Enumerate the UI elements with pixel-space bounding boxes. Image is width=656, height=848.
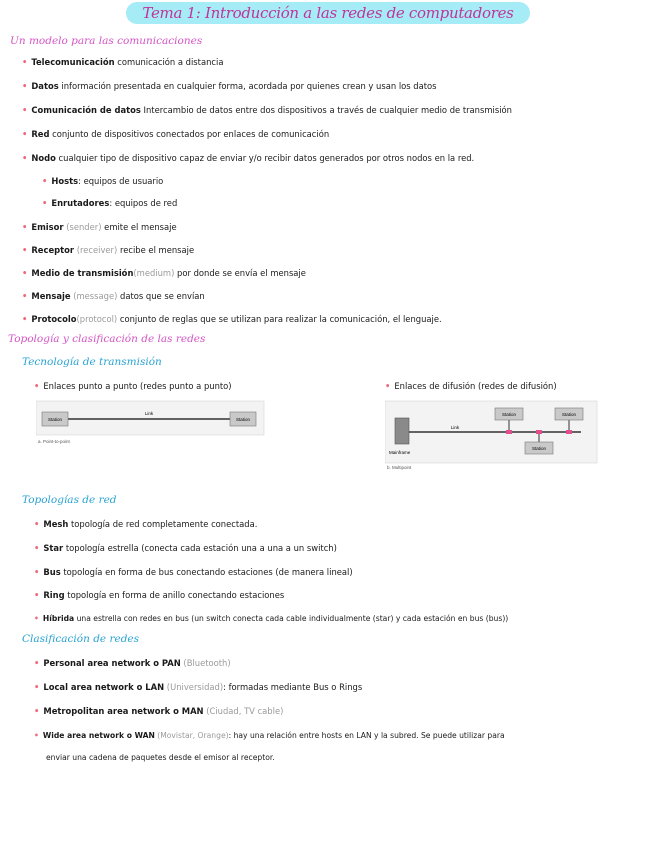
point-to-point-diagram [36, 400, 268, 446]
tap-marker [536, 430, 542, 434]
list-item: • Telecomunicación comunicación a distancia [22, 57, 224, 67]
list-item: • Emisor (sender) emite el mensaje [22, 222, 177, 232]
svg-text:Station: Station [47, 417, 63, 422]
svg-text:Station: Station [235, 417, 251, 422]
list-item: • Enlaces de difusión (redes de difusión) [385, 381, 557, 391]
svg-text:Mainframe: Mainframe [389, 450, 411, 455]
list-item: • Medio de transmisión(medium) por donde se envía el mensaje [22, 268, 306, 278]
sub-list-item: • Enrutadores: equipos de red [42, 198, 178, 208]
svg-text:Station: Station [561, 412, 577, 417]
list-item: • Wide area network o WAN (Movistar, Orange): hay una relación entre hosts en LAN y la subred. Se puede utilizar para [34, 731, 505, 740]
list-item: • Nodo cualquier tipo de dispositivo capaz de enviar y/o recibir datos generados por otros nodos en la red. [22, 153, 475, 163]
section-heading-net-topologies: Topologías de red [22, 494, 117, 506]
list-item: • Mensaje (message) datos que se envían [22, 291, 205, 301]
tap-marker [506, 430, 512, 434]
list-item: • Protocolo(protocol) conjunto de reglas que se utilizan para realizar la comunicación, el lenguaje. [22, 314, 442, 324]
continuation-text: enviar una cadena de paquetes desde el emisor al receptor. [46, 753, 275, 762]
list-item: • Local area network o LAN (Universidad): formadas mediante Bus o Rings [34, 682, 363, 692]
list-item: • Red conjunto de dispositivos conectados por enlaces de comunicación [22, 129, 330, 139]
section-heading-topology: Topología y clasificación de las redes [8, 333, 206, 345]
svg-text:Link: Link [450, 425, 460, 430]
list-item: • Datos información presentada en cualquier forma, acordada por quienes crean y usan los datos [22, 81, 437, 91]
section-heading-model: Un modelo para las comunicaciones [10, 35, 203, 47]
page-title: Tema 1: Introducción a las redes de computadores [126, 2, 529, 24]
list-item: • Personal area network o PAN (Bluetooth) [34, 658, 231, 668]
sub-list-item: • Hosts: equipos de usuario [42, 176, 164, 186]
list-item: • Metropolitan area network o MAN (Ciudad, TV cable) [34, 706, 284, 716]
list-item: • Receptor (receiver) recibe el mensaje [22, 245, 195, 255]
subheading-transmission: Tecnología de transmisión [22, 356, 162, 368]
mainframe-icon [395, 418, 409, 444]
svg-text:Station: Station [531, 446, 547, 451]
svg-text:a. Point-to-point: a. Point-to-point [38, 439, 70, 444]
list-item: • Enlaces punto a punto (redes punto a punto) [34, 381, 232, 391]
svg-text:Link: Link [144, 411, 154, 416]
multipoint-diagram [385, 400, 601, 472]
title-banner [0, 2, 656, 24]
section-heading-classification: Clasificación de redes [22, 633, 140, 645]
svg-text:Station: Station [501, 412, 517, 417]
list-item: • Ring topología en forma de anillo conectando estaciones [34, 590, 285, 600]
tap-marker [566, 430, 572, 434]
list-item: • Híbrida una estrella con redes en bus (un switch conecta cada cable individualmente (star) y cada estación en bus (bus)) [34, 614, 509, 623]
list-item: • Comunicación de datos Intercambio de datos entre dos dispositivos a través de cualquier medio de transmisión [22, 105, 512, 115]
list-item: • Bus topología en forma de bus conectando estaciones (de manera lineal) [34, 567, 353, 577]
list-item: • Star topología estrella (conecta cada estación una a una a un switch) [34, 543, 337, 553]
svg-text:b. Multipoint: b. Multipoint [387, 465, 412, 470]
list-item: • Mesh topología de red completamente conectada. [34, 519, 258, 529]
